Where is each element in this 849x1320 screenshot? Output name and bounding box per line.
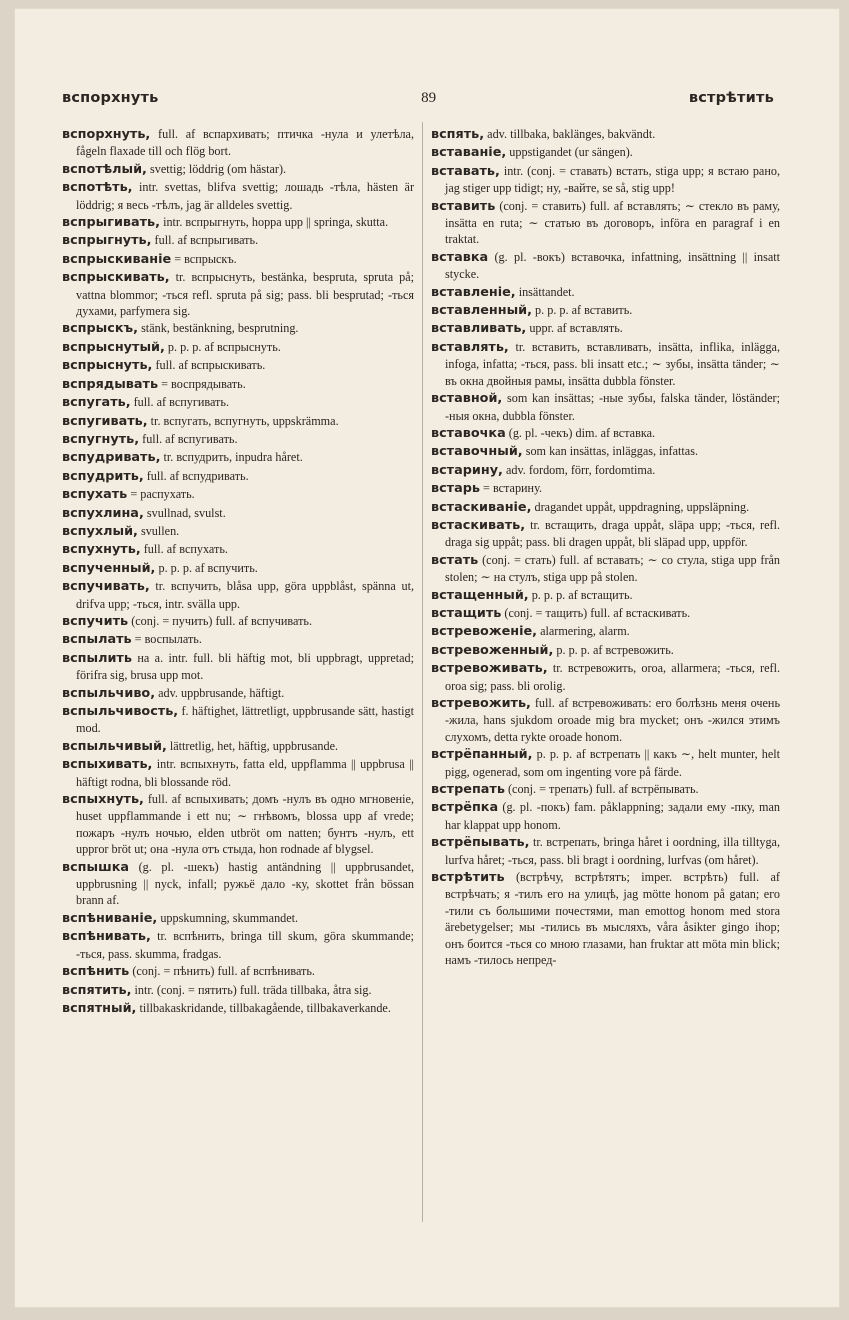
entry-headword: вспрыскиваніе [62, 251, 172, 267]
entry-headword: встревоженный, [431, 642, 554, 658]
entry-definition: intr. вспыхнуть, fatta eld, uppflamma || uppbrusa || häftigt rodna, bli blossande röd. [76, 757, 414, 789]
entry-headword: вспухнуть, [62, 542, 141, 558]
dictionary-entry [431, 480, 780, 497]
entry-headword: вспухлина, [62, 505, 144, 521]
entry-headword: встрёпка [431, 800, 499, 816]
dictionary-entry [431, 425, 780, 442]
entry-headword: вспылать [62, 632, 132, 648]
dictionary-entry [62, 613, 414, 630]
entry-definition: tr. вспугать, вспугнуть, uppskrämma. [150, 413, 339, 428]
entry-definition: tr. вспучить, blåsa upp, göra uppblåst, spänna ut, drifva upp; -ться, intr. svälla upp. [76, 579, 415, 611]
dictionary-entry [431, 144, 780, 161]
entry-definition: tr. вспудрить, inpudra håret. [163, 450, 303, 465]
entry-headword: вспятный, [62, 1000, 137, 1016]
dictionary-entry [62, 756, 414, 790]
entry-headword: вспугивать, [62, 413, 148, 429]
entry-definition: = воспылать. [134, 632, 202, 647]
entry-definition: p. p. p. af вставить. [535, 303, 633, 318]
dictionary-entry [431, 126, 780, 143]
dictionary-entry [431, 462, 780, 479]
entry-definition: intr. вспрыгнуть, hoppa upp || springa, skutta. [163, 215, 389, 230]
column-divider [422, 122, 423, 1222]
entry-headword: встревоживать, [431, 661, 548, 677]
entry-definition: full. af вспудривать. [146, 468, 249, 483]
entry-definition: som kan insättas, inläggas, infattas. [525, 444, 698, 459]
entry-headword: вставочка [431, 425, 506, 441]
entry-definition: intr. (conj. = ставать) встать, stiga upp; я встаю рано, jag stiger upp tidigt; ну, -вайте, se så, stig upp! [445, 163, 780, 196]
entry-definition: = воспрядывать. [161, 376, 246, 391]
entry-headword: вспыхнуть, [62, 792, 144, 808]
entry-definition: (conj. = пѣнить) full. af вспѣнивать. [132, 964, 315, 979]
dictionary-entry [431, 781, 780, 798]
entry-definition: full. af вспархивать; птичка -нула и улетѣла, fågeln flaxade till och flög bort. [76, 127, 414, 159]
dictionary-entry [431, 499, 780, 516]
dictionary-entry [431, 198, 780, 248]
entry-definition: full. af встревоживать: его болѣзнь меня очень -жила, hans sjukdom oroade mig bra mycket; онъ -жился этимъ слухомъ, detta rykte oroade honom. [445, 696, 780, 744]
entry-definition: p. p. p. af встрепать || какъ ∼, helt munter, helt pigg, ogenerad, som om ingenting vore på färde. [445, 747, 781, 779]
dictionary-entry [431, 249, 780, 283]
entry-headword: встарь [431, 481, 480, 497]
dictionary-entry [431, 834, 780, 868]
entry-headword: вставливать, [431, 321, 527, 337]
dictionary-entry [431, 869, 780, 968]
page-header [62, 86, 774, 110]
entry-headword: вспрыснуть, [62, 358, 153, 374]
entry-headword: встрёпывать, [431, 835, 530, 851]
entry-headword: вспугнуть, [62, 431, 140, 447]
dictionary-entry [62, 631, 414, 648]
entry-headword: встрепать [431, 782, 505, 798]
entry-headword: встать [431, 552, 479, 568]
entry-headword: вспылить [62, 650, 132, 666]
entry-definition: на a. intr. full. bli häftig mot, bli uppbragt, uppretad; förifra sig, brusa upp mot. [76, 650, 415, 683]
entry-headword: вспотѣть, [62, 180, 133, 196]
dictionary-entry [62, 357, 414, 374]
dictionary-entry [62, 928, 414, 962]
entry-definition: p. p. p. af вспучить. [158, 560, 258, 575]
entry-definition: tr. встревожить, oroa, allarmera; -ться, refl. oroa sig; pass. bli orolig. [445, 661, 780, 693]
entry-headword: вставлять, [431, 339, 509, 355]
dictionary-entry [62, 505, 414, 522]
entry-definition: adv. uppbrusande, häftigt. [158, 685, 285, 700]
entry-headword: вставаніе, [431, 145, 507, 161]
dictionary-entry [62, 703, 414, 737]
dictionary-entry [62, 560, 414, 577]
dictionary-entry [62, 126, 414, 160]
dictionary-entry [431, 390, 780, 424]
entry-headword: вставленный, [431, 303, 532, 319]
entry-headword: вспышка [62, 859, 130, 875]
dictionary-entry [62, 859, 414, 909]
dictionary-entry [62, 320, 414, 337]
entry-definition: uppr. af вставлять. [529, 321, 623, 336]
dictionary-entry [62, 179, 414, 213]
dictionary-entry [431, 642, 780, 659]
dictionary-entry [62, 376, 414, 393]
entry-definition: p. p. p. af встревожить. [556, 642, 674, 657]
entry-headword: вспять, [431, 127, 485, 142]
entry-definition: adv. fordom, förr, fordomtima. [505, 462, 656, 477]
entry-definition: svullen. [140, 523, 180, 538]
entry-headword: вспрыскивать, [62, 270, 170, 286]
dictionary-entry [431, 163, 780, 197]
entry-headword: вспудрить, [62, 468, 144, 484]
entry-definition: tr. встащить, draga uppåt, släpa upp; -ться, refl. draga sig uppåt; pass. bli dragen uppåt, bli släpad upp, uppför. [445, 517, 781, 550]
entry-headword: встрёпанный, [431, 747, 533, 763]
entry-definition: = распухать. [130, 487, 195, 502]
dictionary-entry [62, 578, 414, 612]
entry-headword: вспѣнивать, [62, 929, 151, 945]
entry-definition: (conj. = трепать) full. af встрёпывать. [507, 782, 699, 797]
entry-headword: вспудривать, [62, 450, 161, 466]
entry-headword: вспученный, [62, 560, 156, 576]
entry-headword: вспухать [62, 487, 128, 503]
dictionary-entry [62, 468, 414, 485]
dictionary-entry [62, 431, 414, 448]
entry-definition: p. p. p. af встащить. [531, 587, 633, 602]
dictionary-entry [431, 587, 780, 604]
dictionary-entry [62, 982, 414, 999]
entry-headword: вспыльчивость, [62, 704, 179, 719]
dictionary-entry [431, 746, 780, 780]
entry-definition: tr. вставить, вставливать, insätta, inflika, inlägga, infoga, infatta; -ться, pass. bli insatt etc.; ∼ зубы, insätta tänder; ∼ въ окна двойныя рамы, insätta dubbla fönster. [445, 339, 781, 388]
entry-definition: tr. встрепать, bringa håret i oordning, illa tilltyga, lurfva håret; -ться, pass. bli bragt i oordning, lurfvas (om håret). [445, 835, 781, 867]
dictionary-entry [431, 799, 780, 833]
entry-definition: adv. tillbaka, baklänges, bakvändt. [487, 127, 656, 141]
entry-definition: = вспрыскъ. [174, 251, 237, 266]
dictionary-entry [62, 251, 414, 268]
dictionary-entry [62, 685, 414, 702]
entry-headword: встревожить, [431, 696, 531, 711]
entry-headword: встревоженіе, [431, 624, 538, 640]
dictionary-entry [62, 791, 414, 858]
entry-definition: stänk, bestänkning, besprutning. [141, 321, 299, 336]
dictionary-entry [431, 660, 780, 694]
entry-definition: (g. pl. -вокъ) вставочка, infattning, insättning || insatt stycke. [445, 249, 780, 282]
dictionary-entry [431, 517, 780, 551]
dictionary-entry [62, 1000, 414, 1017]
dictionary-entry [431, 302, 780, 319]
entry-headword: встарину, [431, 462, 503, 478]
dictionary-page [14, 8, 840, 1308]
dictionary-entry [62, 486, 414, 503]
entry-headword: встаскивать, [431, 517, 526, 533]
entry-headword: вспрядывать [62, 376, 159, 392]
entry-definition: tillbakaskridande, tillbakagående, tillbakaverkande. [139, 1000, 391, 1015]
entry-definition: lättretlig, het, häftig, uppbrusande. [169, 738, 339, 753]
entry-headword: вспрыскъ, [62, 321, 139, 337]
dictionary-entry [431, 605, 780, 622]
entry-definition: intr. svettas, blifva svettig; лошадь -тѣла, hästen är löddrig; я весь -тѣлъ, jag är alldeles svettig. [76, 180, 415, 212]
entry-headword: вспѣнить [62, 964, 130, 980]
entry-headword: встащить [431, 605, 502, 621]
entry-headword: вставить [431, 198, 496, 214]
header-right-headword: встрѣтить [688, 90, 774, 106]
dictionary-entry [431, 552, 780, 586]
dictionary-entry [431, 339, 780, 389]
entry-headword: вставленіе, [431, 284, 516, 300]
entry-headword: вспорхнуть, [62, 127, 151, 142]
entry-definition: full. af вспугивать. [142, 431, 238, 446]
entry-headword: вспрыгивать, [62, 215, 161, 231]
entry-definition: (conj. = тащить) full. af встаскивать. [504, 605, 691, 620]
entry-headword: вспучивать, [62, 579, 150, 595]
entry-definition: full. af вспугивать. [133, 395, 229, 410]
dictionary-entry [62, 394, 414, 411]
entry-definition: = встарину. [483, 481, 543, 496]
entry-headword: вспыльчивый, [62, 738, 167, 754]
dictionary-entry [62, 269, 414, 319]
dictionary-entry [431, 623, 780, 640]
right-column [431, 126, 780, 970]
dictionary-entry [62, 449, 414, 466]
entry-headword: вспугать, [62, 395, 131, 411]
dictionary-entry [62, 541, 414, 558]
entry-headword: вставной, [431, 391, 503, 407]
dictionary-entry [62, 161, 414, 178]
entry-headword: вспятить, [62, 982, 132, 998]
entry-definition: svullnad, svulst. [146, 505, 226, 520]
entry-headword: вспухлый, [62, 523, 138, 539]
dictionary-entry [431, 284, 780, 301]
entry-definition: (conj. = пучить) full. af вспучивать. [131, 613, 313, 628]
entry-headword: вспотѣлый, [62, 161, 147, 177]
entry-definition: (g. pl. -чекъ) dim. af вставка. [508, 425, 656, 440]
dictionary-entry [62, 650, 414, 684]
entry-definition: f. häftighet, lättretligt, uppbrusande sätt, hastigt mod. [76, 704, 415, 736]
entry-definition: full. af вспрыгивать. [154, 233, 259, 248]
entry-definition: uppskumning, skummandet. [160, 910, 299, 925]
entry-definition: (g. pl. -покъ) fam. påklappning; задали ему -пку, man har klappat upp honom. [445, 800, 781, 832]
entry-headword: вспрыгнуть, [62, 233, 152, 249]
entry-definition: uppstigandet (ur sängen). [509, 145, 633, 160]
dictionary-entry [62, 232, 414, 249]
dictionary-entry [62, 339, 414, 356]
entry-definition: alarmering, alarm. [540, 624, 630, 639]
dictionary-entry [62, 413, 414, 430]
dictionary-entry [62, 214, 414, 231]
entry-definition: full. af вспрыскивать. [155, 358, 266, 373]
entry-definition: (conj. = ставить) full. af вставлять; ∼ стекло въ раму, insätta en ruta; ∼ статью въ договоръ, införa en paragraf i en traktat. [445, 198, 780, 247]
entry-definition: intr. (conj. = пятить) full. träda tillbaka, åtra sig. [134, 982, 372, 997]
entry-definition: dragandet uppåt, uppdragning, uppsläpning. [534, 499, 750, 514]
entry-definition: tr. вспѣнить, bringa till skum, göra skummande; -ться, pass. skumma, fradgas. [76, 929, 414, 961]
entry-definition: (встрѣчу, встрѣтятъ; imper. встрѣть) full. af встрѣчать; я -тилъ его на улицѣ, jag mötte honom på gatan; его -тили съ большими почестями, man emottog honom med stora ärebetygelser; мы -тились въ мысляхъ, våra åsikter gingo ihop; онъ боится -ться со мною глазами, han fruktar att möta min blick; намъ -тилось непред- [445, 870, 780, 968]
dictionary-entry [62, 523, 414, 540]
entry-definition: (conj. = стать) full. af вставать; ∼ со стула, stiga upp från stolen; ∼ на стулъ, stiga upp på stolen. [445, 552, 781, 585]
entry-headword: вспрыснутый, [62, 339, 165, 355]
entry-definition: som kan insättas; -ные зубы, falska tänder, löständer; -ныя окна, dubbla fönster. [445, 391, 780, 423]
entry-definition: p. p. p. af вспрыснуть. [167, 339, 281, 354]
dictionary-entry [62, 738, 414, 755]
entry-headword: вспыльчиво, [62, 685, 156, 701]
entry-definition: insättandet. [518, 284, 575, 299]
entry-definition: tr. вспрыснуть, bestänka, bespruta, spruta på; vattna blommor; -ться refl. spruta på sig; pass. bli besprutad; -ться духами, parfymera sig. [76, 270, 415, 319]
entry-headword: встащенный, [431, 587, 529, 603]
dictionary-entry [431, 320, 780, 337]
entry-definition: (g. pl. -шекъ) hastig antändning || uppbrusandet, uppbrusning || nyck, infall; ружьё дало -ку, skottet från bössan brann af. [76, 859, 414, 908]
dictionary-entry [62, 910, 414, 927]
header-left-headword: вспорхнуть [62, 90, 159, 106]
dictionary-entry [431, 443, 780, 460]
entry-headword: вставочный, [431, 444, 523, 460]
dictionary-entry [62, 963, 414, 980]
entry-definition: full. af вспухать. [143, 542, 228, 557]
entry-headword: встрѣтить [431, 870, 505, 886]
left-column [62, 126, 414, 1018]
entry-headword: вспыхивать, [62, 757, 153, 773]
entry-definition: full. af вспыхивать; домъ -нулъ въ одно мгновеніе, huset uppflammande i ett nu; ∼ гнѣвомъ, blossa upp af vrede; пожаръ -нулъ ночью, elden utbröt om natten; бунтъ -нулъ, ett uppror bröt ut; она -нула отъ стыда, hon rodnade af blygsel. [76, 792, 415, 857]
entry-headword: вспѣниваніе, [62, 910, 158, 926]
page-number: 89 [421, 89, 437, 106]
entry-headword: вспучить [62, 613, 129, 629]
entry-headword: встаскиваніе, [431, 499, 532, 515]
entry-definition: svettig; löddrig (om hästar). [149, 161, 287, 176]
entry-headword: вставать, [431, 163, 500, 179]
dictionary-entry [431, 695, 780, 745]
entry-headword: вставка [431, 249, 489, 265]
